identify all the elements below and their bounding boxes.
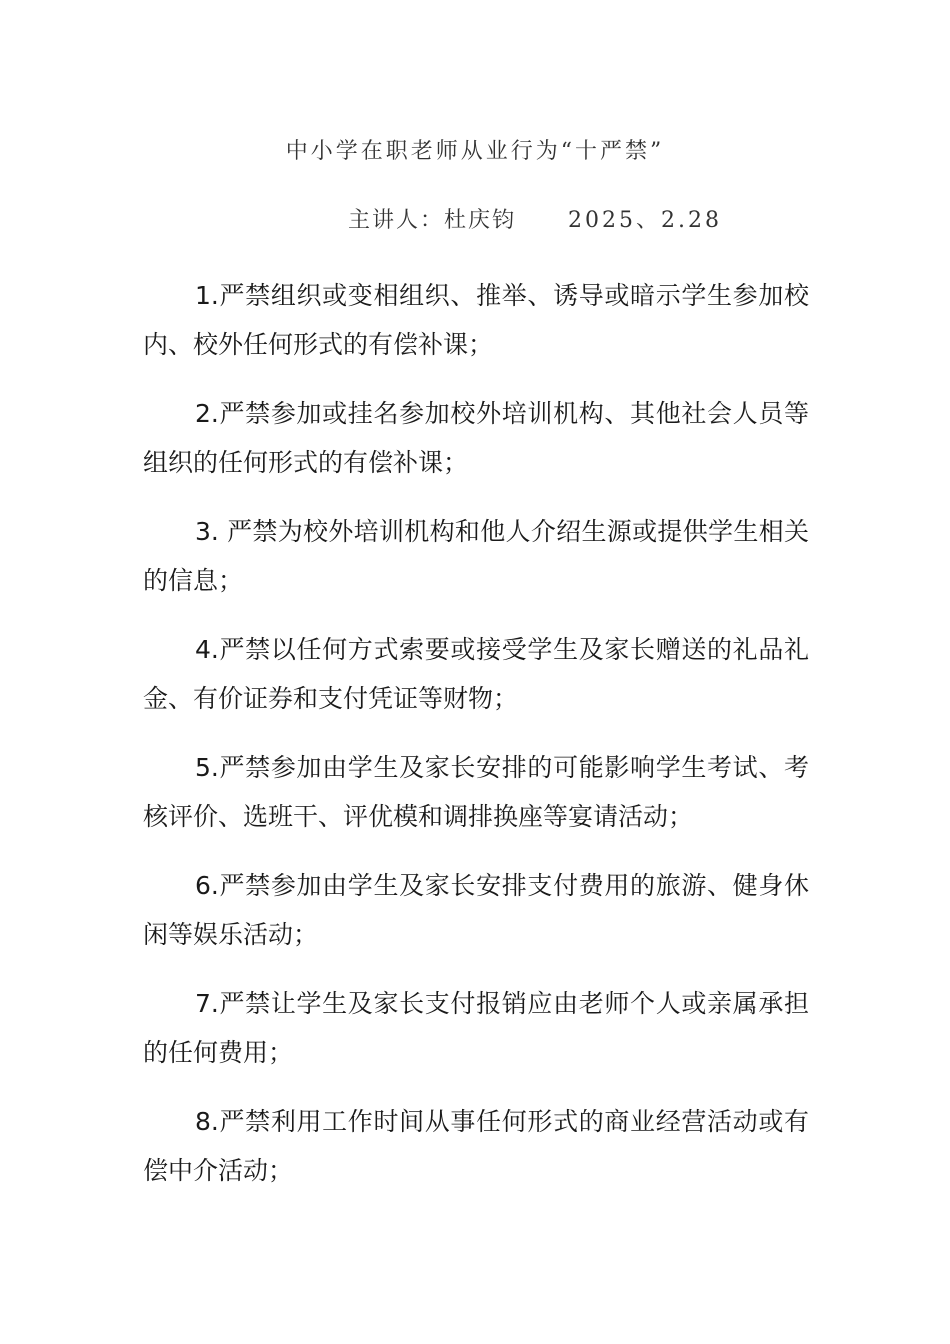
rule-item-3: 3. 严禁为校外培训机构和他人介绍生源或提供学生相关的信息； [143, 517, 809, 595]
rule-item-2: 2.严禁参加或挂名参加校外培训机构、其他社会人员等组织的任何形式的有偿补课； [143, 399, 809, 477]
document-title: 中小学在职老师从业行为“十严禁” [285, 139, 665, 164]
rule-item-7: 7.严禁让学生及家长支付报销应由老师个人或亲属承担的任何费用； [143, 989, 809, 1067]
rule-item-8: 8.严禁利用工作时间从事任何形式的商业经营活动或有偿中介活动； [143, 1107, 809, 1185]
rule-item-4: 4.严禁以任何方式索要或接受学生及家长赠送的礼品礼金、有价证券和支付凭证等财物； [143, 635, 809, 713]
rule-item-1: 1.严禁组织或变相组织、推举、诱导或暗示学生参加校内、校外任何形式的有偿补课； [143, 281, 809, 359]
rule-item-5: 5.严禁参加由学生及家长安排的可能影响学生考试、考核评价、选班干、评优模和调排换座等宴请活动； [143, 753, 809, 831]
rules-list [143, 271, 809, 1215]
speaker-label: 主讲人：杜庆钧 [348, 208, 517, 233]
rule-item-6: 6.严禁参加由学生及家长安排支付费用的旅游、健身休闲等娱乐活动； [143, 871, 809, 949]
lecture-date: 2025、2.28 [568, 208, 722, 233]
byline [348, 203, 722, 239]
